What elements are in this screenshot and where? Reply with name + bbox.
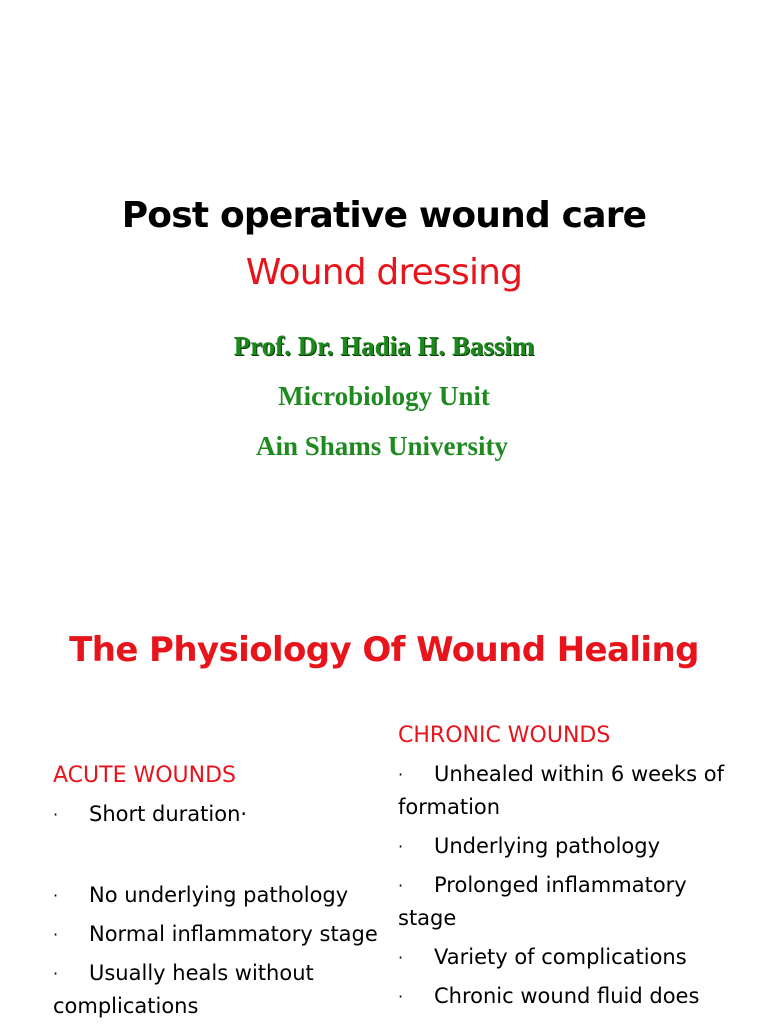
list-item xyxy=(53,957,383,1023)
university-name: Ain Shams University xyxy=(255,431,509,461)
list-item xyxy=(53,918,383,951)
chronic-wounds-list xyxy=(398,758,748,1013)
presentation-subtitle: Wound dressing xyxy=(245,252,523,293)
slide-title: The Physiology Of Wound Healing xyxy=(69,630,699,670)
bullet-icon: · xyxy=(398,765,404,784)
list-item-text: Normal inflammatory stage xyxy=(89,922,378,946)
bullet-icon: · xyxy=(398,987,404,1006)
list-item-text: Short duration· xyxy=(89,802,248,826)
list-item-text: No underlying pathology xyxy=(89,883,349,907)
presentation-title: Post operative wound care xyxy=(121,195,647,236)
list-item xyxy=(398,941,748,974)
bullet-icon: · xyxy=(53,886,59,905)
chronic-wounds-column xyxy=(398,720,748,1019)
list-item-text: Usually heals without complications xyxy=(53,961,314,1018)
acute-wounds-column xyxy=(53,760,383,1024)
acute-wounds-heading: ACUTE WOUNDS xyxy=(53,763,236,788)
list-item xyxy=(398,830,748,863)
list-item xyxy=(53,879,383,912)
bullet-icon: · xyxy=(398,876,404,895)
bullet-icon: · xyxy=(53,805,59,824)
list-item xyxy=(398,758,748,824)
list-item xyxy=(53,798,383,831)
list-item xyxy=(398,869,748,935)
bullet-icon: · xyxy=(398,948,404,967)
list-item-text: Variety of complications xyxy=(434,945,687,969)
list-item-text: Underlying pathology xyxy=(434,834,661,858)
list-item-text: Chronic wound fluid does xyxy=(434,984,700,1008)
acute-wounds-list xyxy=(53,798,383,1023)
bullet-icon: · xyxy=(53,925,59,944)
author-name: Prof. Dr. Hadia H. Bassim xyxy=(233,331,535,361)
list-spacer xyxy=(53,837,383,873)
chronic-wounds-heading: CHRONIC WOUNDS xyxy=(398,723,611,748)
list-item-text: Prolonged inflammatory stage xyxy=(398,873,687,930)
bullet-icon: · xyxy=(53,964,59,983)
bullet-icon: · xyxy=(398,837,404,856)
list-item xyxy=(398,980,748,1013)
list-item-text: Unhealed within 6 weeks of formation xyxy=(398,762,724,819)
department-unit: Microbiology Unit xyxy=(278,381,490,411)
